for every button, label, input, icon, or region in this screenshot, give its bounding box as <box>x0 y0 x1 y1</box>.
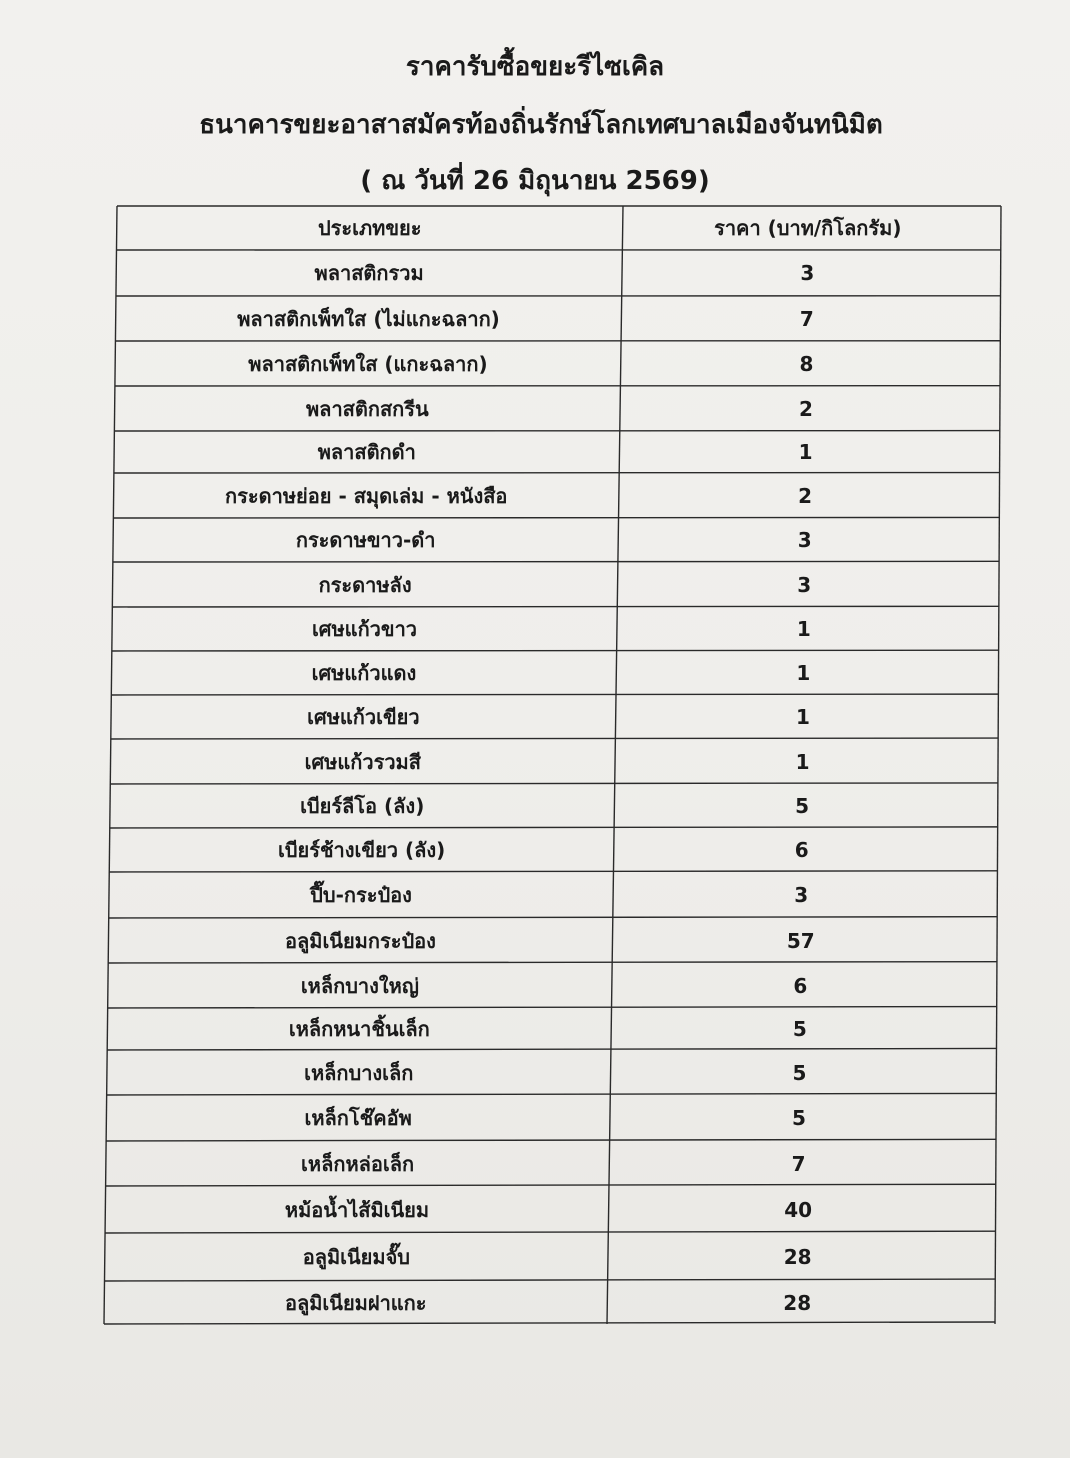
row-price-cell: 5 <box>792 1017 807 1041</box>
row-rule <box>112 606 999 607</box>
row-price-cell: 7 <box>799 306 814 331</box>
row-type-cell: เหล็กโช๊คอัพ <box>304 1106 412 1130</box>
row-type-cell: เศษแก้วเขียว <box>307 705 420 729</box>
row-price-cell: 57 <box>786 928 815 953</box>
row-rule <box>105 1279 996 1281</box>
row-type-cell: เหล็กบางเล็ก <box>304 1060 414 1085</box>
row-price-cell: 3 <box>797 528 812 552</box>
row-type-cell: เหล็กหล่อเล็ก <box>301 1151 415 1176</box>
column-divider <box>607 206 623 1324</box>
row-price-cell: 3 <box>800 261 815 285</box>
row-rule <box>109 871 997 872</box>
row-type-cell: กระดาษลัง <box>318 572 412 597</box>
price-table <box>104 204 1001 1326</box>
document-title: ราคารับซื้อขยะรีไซเคิล <box>405 52 665 82</box>
row-price-cell: 28 <box>783 1290 812 1315</box>
row-price-cell: 5 <box>795 794 810 818</box>
row-type-cell: กระดาษย่อย - สมุดเล่ม - หนังสือ <box>225 483 508 508</box>
table-border-left <box>104 206 117 1324</box>
row-price-cell: 2 <box>798 483 813 508</box>
row-type-cell: อลูมิเนียมจั๊บ <box>302 1245 410 1269</box>
row-type-cell: พลาสติกสกรีน <box>306 396 429 421</box>
row-price-cell: 8 <box>799 351 814 376</box>
row-price-cell: 6 <box>793 973 808 998</box>
row-price-cell: 3 <box>797 572 812 597</box>
row-price-cell: 5 <box>792 1106 806 1130</box>
row-price-cell: 6 <box>794 838 809 862</box>
row-rule <box>113 561 999 562</box>
row-rule <box>104 1322 995 1324</box>
row-rule <box>113 517 999 518</box>
row-type-cell: อลูมิเนียมกระป๋อง <box>285 928 436 953</box>
row-price-cell: 3 <box>794 883 809 907</box>
row-price-cell: 1 <box>796 705 810 729</box>
row-price-cell: 5 <box>792 1060 807 1085</box>
row-type-cell: พลาสติกรวม <box>314 261 424 285</box>
row-type-cell: เหล็กบางใหญ่ <box>300 973 419 998</box>
row-type-cell: ปี๊บ-กระป๋อง <box>310 883 412 907</box>
row-type-cell: อลูมิเนียมฝาแกะ <box>284 1290 427 1315</box>
row-type-cell: เบียร์ช้างเขียว (ลัง) <box>277 838 446 862</box>
document-subtitle: ธนาคารขยะอาสาสมัครท้องถิ่นรักษ์โลกเทศบาลเมืองจันทนิมิต <box>199 110 883 140</box>
row-price-cell: 28 <box>783 1245 812 1269</box>
row-type-cell: เบียร์ลีโอ (ลัง) <box>300 794 425 818</box>
row-rule <box>107 1048 996 1050</box>
row-rule <box>111 694 998 695</box>
row-rule <box>109 917 997 918</box>
row-type-cell: พลาสติกดำ <box>317 440 416 464</box>
row-rule <box>110 827 998 828</box>
row-rule <box>111 738 998 739</box>
row-rule <box>106 1139 996 1141</box>
row-rule <box>105 1231 995 1233</box>
row-type-cell: หม้อน้ำไส้มิเนียม <box>284 1197 430 1222</box>
row-type-cell: เศษแก้วแดง <box>311 661 417 685</box>
row-price-cell: 1 <box>795 749 810 774</box>
row-price-cell: 7 <box>791 1151 806 1176</box>
row-type-cell: เศษแก้วขาว <box>311 617 418 641</box>
row-price-cell: 1 <box>798 440 813 464</box>
row-rule <box>110 783 998 784</box>
document-date: ( ณ วันที่ 26 มิถุนายน 2569) <box>360 166 710 196</box>
row-type-cell: เหล็กหนาชิ้นเล็ก <box>288 1017 430 1041</box>
row-price-cell: 2 <box>799 396 813 421</box>
row-rule <box>106 1184 996 1186</box>
row-rule <box>107 1093 997 1095</box>
row-rule <box>108 962 997 963</box>
row-price-cell: 40 <box>784 1197 813 1222</box>
row-rule <box>108 1007 997 1008</box>
row-type-cell: พลาสติกเพ็ทใส (ไม่แกะฉลาก) <box>237 306 500 331</box>
row-price-cell: 1 <box>796 661 811 685</box>
column-header-price: ราคา (บาท/กิโลกรัม) <box>714 216 902 240</box>
row-type-cell: พลาสติกเพ็ทใส (แกะฉลาก) <box>248 351 488 376</box>
column-header-type: ประเภทขยะ <box>317 216 422 240</box>
table-grid <box>104 204 1001 1326</box>
row-rule <box>112 650 999 651</box>
row-price-cell: 1 <box>796 617 811 641</box>
table-border-right <box>995 206 1001 1324</box>
row-type-cell: กระดาษขาว-ดำ <box>295 528 436 552</box>
row-type-cell: เศษแก้วรวมสี <box>304 749 421 774</box>
